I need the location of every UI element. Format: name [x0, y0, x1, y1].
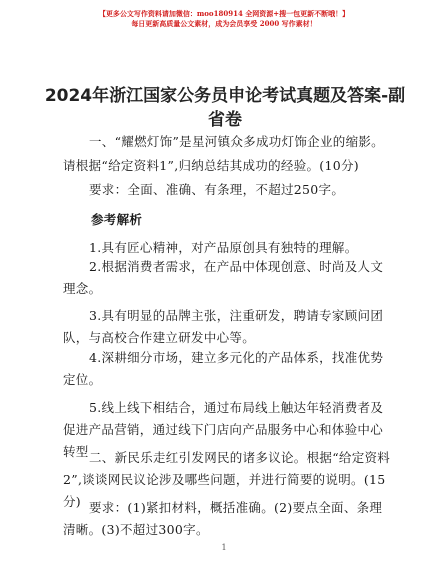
answer-5: 5.线上线下相结合，通过布局线上触达年轻消费者及促进产品营销，通过线下门店向产品服务中心和体验中心转型	[63, 400, 384, 459]
question-2-requirement: 要求：(1)紧扣材料，概括准确。(2)要点全面、条理清晰。(3)不超过300字。	[63, 500, 383, 537]
answer-1: 1.具有匠心精神，对产品原创具有独特的理解。	[89, 240, 358, 255]
promo-banner	[0, 9, 448, 29]
analysis-heading: 参考解析	[91, 212, 143, 227]
promo-line-1: 【更多公文写作资料请加微信：moo180914 全网资源+搜一包更新不断哦！】	[98, 9, 350, 18]
answer-4: 4.深耕细分市场，建立多元化的产品体系，找准优势定位。	[63, 350, 384, 387]
promo-line-2: 每日更新高质量公文素材，成为会员享受 2000 写作素材！	[131, 19, 317, 28]
question-1-requirement: 要求：全面、准确、有条理，不超过250字。	[89, 182, 345, 197]
document-title: 2024年浙江国家公务员申论考试真题及答案-副省卷	[44, 86, 406, 130]
answer-3: 3.具有明显的品牌主张，注重研发，聘请专家顾问团队，与高校合作建立研发中心等。	[63, 308, 384, 345]
page-number: 1	[221, 543, 227, 552]
answer-2: 2.根据消费者需求，在产品中体现创意、时尚及人文理念。	[63, 259, 384, 296]
question-1-text: 一、“耀燃灯饰”是星河镇众多成功灯饰企业的缩影。请根据“给定资料1”,归纳总结其成功的经验。(10分)	[63, 134, 384, 173]
question-2-text: 二、新民乐走红引发网民的诸多议论。根据“给定资料2”,谈谈网民议论涉及哪些问题，并进行简要的说明。(15分)	[63, 450, 391, 509]
